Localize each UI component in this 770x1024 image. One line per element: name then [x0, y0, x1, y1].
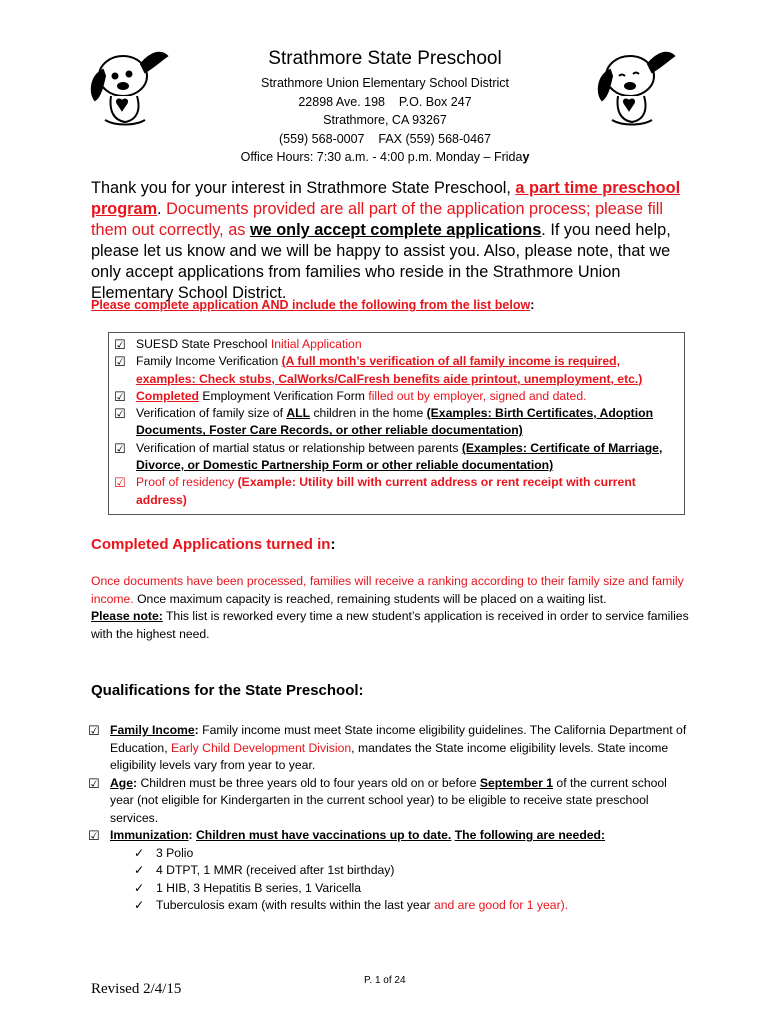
district-name: Strathmore Union Elementary School District [260, 76, 509, 90]
checklist-item [114, 388, 676, 405]
age-label: Age [110, 775, 134, 790]
intro-text-3: . If you need help, please let us know and we will be happy to assist you. Also, please note, that we only accept applications from families who reside in the Strathmore Union Elementary School District. [91, 221, 671, 302]
vaccine-highlight: and are good for 1 year). [433, 898, 569, 912]
item-highlight: : Check stubs, CalWorks/CalFresh benefits aide printout, unemployment, etc.) [191, 371, 643, 386]
vaccine-item [134, 897, 688, 915]
letterhead [185, 48, 585, 167]
checkbox-icon: ☑ [88, 775, 100, 791]
checkmark-icon: ✓ [134, 898, 145, 912]
item-text: Family Income Verification [136, 354, 282, 369]
item-text: Proof of residency [136, 475, 238, 490]
item-highlight: Completed [136, 388, 199, 403]
item-text: children in the home [310, 406, 427, 421]
checkmark-icon: ✓ [134, 845, 145, 860]
item-text: , mandates the State income eligibility levels. State income eligibility levels vary from year to year. [110, 740, 669, 772]
item-emphasis: Children must have vaccinations up to date. [196, 828, 452, 842]
vaccine-text: 4 DTPT, 1 MMR (received after 1st birthday) [156, 863, 395, 877]
item-emphasis: (Examples: Birth Certificates, Adoption Documents, Foster Care Records, or other reliable documentation) [136, 406, 654, 438]
checklist-item [114, 474, 676, 509]
item-highlight: filled out by employer, signed and dated. [368, 388, 587, 403]
qualification-item [88, 827, 688, 845]
checklist-item [114, 405, 676, 440]
completed-applications-heading [91, 536, 335, 553]
intro-text-1: Thank you for your interest in Strathmore State Preschool, [91, 179, 516, 197]
intro-text-2: . [157, 200, 167, 218]
checkbox-icon: ☑ [114, 440, 126, 456]
required-documents-checklist [108, 332, 685, 515]
checklist-item [114, 353, 676, 388]
please-complete-text: Please complete application AND include the following from the list below [91, 298, 531, 312]
checkbox-icon: ☑ [88, 723, 100, 738]
completed-applications-paragraph [91, 573, 691, 643]
completed-heading-colon: : [330, 536, 336, 553]
qualification-item [88, 775, 688, 828]
school-title: Strathmore State Preschool [268, 48, 502, 69]
please-complete-colon: : [530, 298, 535, 312]
office-hours-last-letter: y [522, 150, 530, 164]
puppy-logo-right-icon [590, 40, 680, 130]
checkbox-icon: ☑ [114, 354, 126, 370]
item-text: SUESD State Preschool [136, 337, 271, 351]
checkbox-icon: ☑ [114, 475, 126, 491]
vaccine-text: Tuberculosis exam (with results within the last year [156, 898, 434, 912]
vaccine-item [134, 880, 688, 898]
please-note-label: Please note: [91, 609, 163, 623]
checklist-item [114, 336, 676, 353]
item-highlight: Initial Application [270, 337, 362, 351]
item-emphasis: ALL [286, 406, 311, 421]
phone-fax: (559) 568-0007 FAX (559) 568-0467 [279, 131, 491, 146]
please-note-text: This list is reworked every time a new student’s application is received in order to service families with the highest need. [91, 609, 689, 641]
ranking-text: Once documents have been processed, families will receive a ranking according to their family size and family income. [91, 574, 684, 606]
label-colon: : [133, 775, 138, 790]
item-text: Verification of family size of [136, 406, 287, 421]
vaccine-text: 3 Polio [156, 845, 194, 860]
label-colon: : [194, 723, 199, 737]
item-emphasis: The following are needed: [454, 828, 606, 842]
label-colon: : [188, 828, 196, 842]
checkmark-icon: ✓ [134, 880, 145, 895]
vaccine-text: 1 HIB, 3 Hepatitis B series, 1 Varicella [156, 880, 362, 895]
vaccine-item [134, 845, 688, 863]
item-text: Verification of martial status or relationship between parents [136, 440, 462, 455]
item-text: Children must be three years old to four years old on or before [137, 775, 480, 790]
item-text: Employment Verification Form [198, 388, 369, 403]
qualifications-heading: Qualifications for the State Preschool: [91, 682, 364, 699]
checkbox-icon: ☑ [114, 337, 126, 352]
city-address: Strathmore, CA 93267 [323, 113, 447, 127]
completed-heading-text: Completed Applications turned in [91, 536, 331, 553]
qualifications-list [88, 722, 688, 915]
qualification-item [88, 722, 688, 775]
intro-complete-applications: we only accept complete applications [249, 221, 542, 239]
checklist-item [114, 440, 676, 475]
item-emphasis: (Examples: Certificate of Marriage, Divorce, or Domestic Partnership Form or other reliable documentation) [136, 440, 663, 473]
item-emphasis: September 1 [479, 775, 554, 790]
checkbox-icon: ☑ [88, 828, 100, 843]
immunization-label: Immunization [110, 828, 189, 842]
revised-date: Revised 2/4/15 [91, 981, 182, 997]
item-highlight: (A full month’s verification of all family income is required, examples [136, 354, 620, 386]
puppy-logo-left-icon [85, 40, 175, 130]
vaccine-item [134, 862, 688, 880]
item-text: of the current school year (not eligible for Kindergarten in the current school year) to be eligible to receive state preschool services. [110, 775, 667, 825]
office-hours-text: Office Hours: 7:30 a.m. - 4:00 p.m. Monday – Frida [240, 150, 523, 164]
item-highlight: Early Child Development Division [170, 740, 352, 755]
item-text: Family income must meet State income eligibility guidelines. The California Department of Education, [110, 723, 687, 755]
street-address: 22898 Ave. 198 P.O. Box 247 [298, 94, 472, 109]
checkbox-icon: ☑ [114, 406, 126, 422]
please-complete-heading [91, 298, 534, 312]
family-income-label: Family Income [110, 723, 195, 737]
waiting-list-text: Once maximum capacity is reached, remaining students will be placed on a waiting list. [133, 591, 607, 606]
office-hours [185, 148, 585, 167]
intro-paragraph [91, 178, 691, 304]
intro-part-time-program: a part time preschool program [91, 179, 681, 218]
intro-documents-text: Documents provided are all part of the application process; please fill them out correctly, as [91, 200, 663, 239]
checkbox-icon: ☑ [114, 388, 126, 404]
page-number: P. 1 of 24 [364, 975, 406, 986]
item-highlight: (Example: Utility bill with current address or rent receipt with current address) [136, 475, 636, 507]
checkmark-icon: ✓ [134, 863, 145, 877]
